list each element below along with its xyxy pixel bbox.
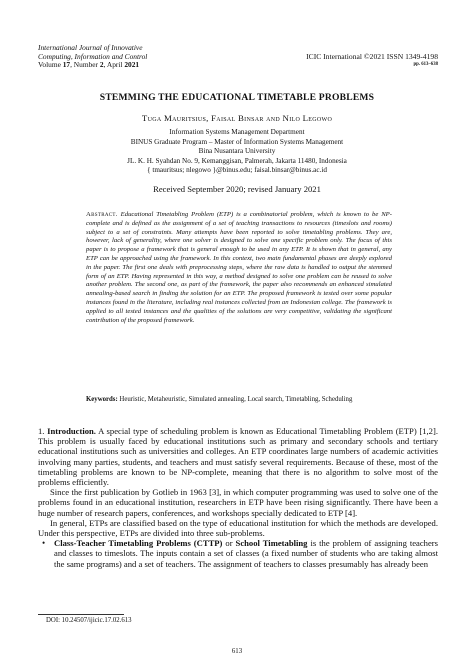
paragraph-text: A special type of scheduling problem is known as Educational Timetabling Problem (ETP) [1,2]. This problem is usually faced by educational institutions such as primary and secondary schools and tertiary educational institutions such as universities and colleges. An ETP coordinates large numbers of academic activities involving many parties, students, and teachers and must satisfy several requirements. Because of these, most of the timetabling problems are known to be NP-complete, meaning that there is no algorithm to solve most of the problems efficiently. [38, 426, 438, 488]
bullet-symbol: • [42, 538, 46, 549]
paper-title: STEMMING THE EDUCATIONAL TIMETABLE PROBLEMS [99, 92, 375, 103]
affiliation-line: JL. K. H. Syahdan No. 9, Kemanggisan, Palmerah, Jakarta 11480, Indonesia [127, 156, 347, 165]
doi: DOI: 10.24507/ijicic.17.02.613 [46, 617, 132, 624]
footnote-rule [38, 614, 124, 615]
bullet-item [42, 538, 438, 569]
section-number: 1. [38, 426, 45, 436]
intro-paragraph-3: In general, ETPs are classified based on the type of educational institution for which the methods are developed. Under this perspective, ETPs are divided into three sub-problems. [38, 517, 438, 539]
body-text [38, 426, 438, 569]
page-range: pp. 613–638 [413, 62, 438, 67]
affiliation-block [0, 128, 474, 176]
keywords [86, 396, 392, 405]
volume-prefix: Volume [38, 60, 63, 70]
affiliation-line: Bina Nusantara University [198, 147, 276, 156]
received-dates: Received September 2020; revised January 2021 [153, 184, 321, 194]
section-title: Introduction. [47, 426, 96, 436]
journal-header [38, 44, 238, 70]
keywords-text: Heuristic, Metaheuristic, Simulated annealing, Local search, Timetabling, Scheduling [117, 396, 353, 403]
bullet-conjunction: or [222, 538, 236, 549]
volume-line [38, 61, 238, 70]
authors-text: Tuga Mauritsius, Faisal Binsar and Nilo Legowo [141, 113, 333, 123]
volume-number: 17 [62, 60, 71, 70]
abstract-label: Abstract. [86, 211, 118, 218]
number-prefix: , Number [70, 60, 100, 70]
bullet-description: is the problem of assigning teachers and classes to timeslots. The inputs contain a set of classes (a fixed number of students who are taking almost the same programs) and a set of teachers. The assignment of teachers to classes presumably has already been [54, 538, 438, 569]
month-prefix: , April [103, 60, 125, 70]
intro-paragraph-1 [38, 426, 438, 487]
author-list [0, 113, 474, 123]
intro-paragraph-2: Since the first publication by Gotlieb in 1963 [3], in which computer programming was used to solve one of the problems found in an educational institution, researchers in ETP have been rising significantly. There have been a huge number of research papers, conferences, and workshops specially dedicated to ETP [4]. [38, 487, 438, 518]
journal-name-line1: International Journal of Innovative [38, 43, 143, 52]
abstract [86, 211, 392, 325]
page-number: 613 [231, 648, 243, 655]
copyright-issn: ICIC International ©2021 ISSN 1349-4198 [306, 52, 438, 61]
bullet-text [54, 538, 438, 569]
bullet-term: Class-Teacher Timetabling Problems (CTTP) [54, 538, 223, 549]
affiliation-line: Information Systems Management Department [169, 128, 305, 136]
affiliation-line: BINUS Graduate Program – Master of Information Systems Management [130, 137, 344, 146]
publisher-header [306, 52, 438, 68]
year: 2021 [124, 60, 140, 70]
bullet-term-alt: School Timetabling [235, 538, 308, 549]
journal-name-line2: Computing, Information and Control [38, 51, 148, 61]
author-emails: { tmauritsus; nlegowo }@binus.edu; faisal.binsar@binus.ac.id [147, 166, 327, 175]
issue-number: 2 [99, 60, 104, 70]
abstract-text: Educational Timetabling Problem (ETP) is a combinatorial problem, which is known to be NP-complete and is defined as the assignment of a set of teaching transactions to resources (timeslots and rooms) subject to a set of constraints. Many attempts have been reported to solve timetabling problems. They are, however, lack of generality, where one solver is designed to solve one specific problem only. The focus of this paper is to propose a framework that is general enough to be used in any ETP. It is shown that in general, any ETP can be approached using the framework. In this context, two main fundamental phases are deeply explored in the paper. The first one deals with preprocessing steps, where the raw data is handled to output the stemmed form of an ETP. Having represented in this way, a method designed to solve one problem can be reused to solve another problem. The second one, as part of the framework, the paper also recommends an enhanced simulated annealing-based search in finding the solution for an ETP. The proposed framework is tested over some popular instances found in the literature, including real instances collected from an Indonesian college. The framework is applied to all tested instances and the qualities of the solutions are very competitive, validating the significant contribution of the proposed framework. [86, 211, 392, 324]
keywords-label: Keywords: [86, 396, 118, 403]
